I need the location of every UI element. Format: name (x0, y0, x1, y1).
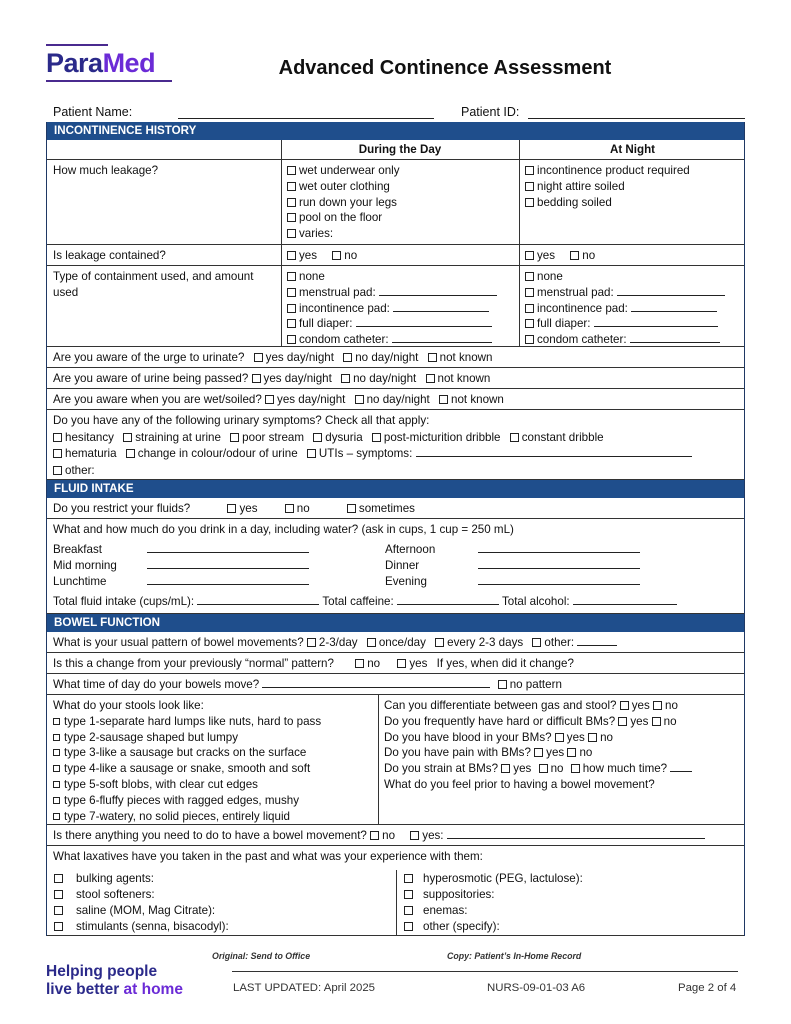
checkbox[interactable] (620, 701, 629, 710)
checkbox-option[interactable]: condom catheter: (525, 332, 740, 348)
patient-id-label: Patient ID: (461, 105, 520, 119)
stool-type-option[interactable]: type 4-like a sausage or snake, smooth and soft (53, 761, 372, 777)
laxatives-right (404, 871, 583, 935)
checkbox[interactable] (53, 781, 60, 788)
checkbox[interactable] (404, 906, 413, 915)
total-caffeine-field[interactable] (397, 595, 499, 605)
col-header-day: During the Day (358, 143, 442, 156)
checkbox[interactable] (123, 433, 132, 442)
leakage-day-options (281, 160, 519, 244)
checkbox[interactable] (404, 890, 413, 899)
drink-intake-row (47, 519, 744, 614)
change-when: If yes, when did it change? (436, 657, 574, 670)
logo-top-bar (46, 44, 108, 46)
checkbox[interactable] (287, 229, 296, 238)
containment-row (47, 266, 744, 347)
bm-need-field[interactable] (447, 829, 705, 839)
urge-question: Are you aware of the urge to urinate? (53, 351, 245, 364)
blank-line[interactable] (631, 302, 717, 312)
checkbox[interactable] (435, 638, 444, 647)
passing-question: Are you aware of urine being passed? (53, 372, 249, 385)
patient-id-field[interactable] (528, 118, 745, 119)
restrict-fluids-row: Do you restrict your fluids? yes no sometimes (47, 498, 744, 519)
checkbox[interactable] (287, 288, 296, 297)
checkbox[interactable] (618, 717, 627, 726)
checkbox[interactable] (525, 288, 534, 297)
checkbox-option[interactable]: full diaper: (525, 316, 740, 332)
checkbox[interactable] (372, 433, 381, 442)
bowel-questions: Can you differentiate between gas and stool? yes no Do you frequently have hard or difficult BMs? yes no Do you have blood in your BMs? yes no Do you have pain with BMs? yes no Do you strain at BMs? yes no how much time? What do you feel prior to having a bowel movement? (378, 695, 746, 824)
checkbox[interactable] (510, 433, 519, 442)
checkbox[interactable] (285, 504, 294, 513)
checkbox-option[interactable]: none (525, 269, 740, 285)
patient-name-label: Patient Name: (53, 105, 133, 119)
document-title: Advanced Continence Assessment (278, 57, 612, 79)
checkbox[interactable] (355, 659, 364, 668)
urinary-symptoms-row (47, 410, 744, 480)
section-fluid-intake: FLUID INTAKE (47, 480, 744, 498)
checkbox-option[interactable]: full diaper: (287, 316, 513, 332)
checkbox[interactable] (287, 213, 296, 222)
leakage-row (47, 160, 744, 245)
logo-bottom-bar (46, 80, 172, 82)
meals-left: Breakfast Mid morning Lunchtime (53, 542, 309, 590)
checkbox[interactable] (539, 764, 548, 773)
checkbox[interactable] (332, 251, 341, 260)
checkbox-option[interactable]: pool on the floor (287, 210, 513, 226)
patient-info-row (46, 104, 745, 122)
checkbox-option[interactable]: wet outer clothing (287, 179, 513, 195)
checkbox[interactable] (313, 433, 322, 442)
checkbox[interactable] (254, 353, 263, 362)
stools-question: What do your stools look like: (53, 699, 204, 712)
checkbox[interactable] (287, 335, 296, 344)
containment-question: Type of containment used, and amount used (53, 270, 254, 299)
stool-types (47, 695, 378, 824)
restrict-question: Do you restrict your fluids? (53, 502, 191, 515)
stool-type-option[interactable]: type 5-soft blobs, with clear cut edges (53, 777, 372, 793)
contained-day-options: yes no (281, 245, 519, 265)
checkbox[interactable] (370, 831, 379, 840)
checkbox[interactable] (525, 198, 534, 207)
footer-tagline: Helping people live better at home (46, 963, 183, 998)
symptoms-line-1: hesitancy straining at urine poor stream dysuria post-micturition dribble constant dribble (53, 430, 738, 447)
checkbox[interactable] (571, 764, 580, 773)
afternoon-field[interactable] (478, 543, 640, 553)
checkbox[interactable] (252, 374, 261, 383)
checkbox[interactable] (570, 251, 579, 260)
stool-type-option[interactable]: type 3-like a sausage but cracks on the surface (53, 745, 372, 761)
checkbox[interactable] (410, 831, 419, 840)
leakage-night-options (519, 160, 746, 244)
checkbox[interactable] (53, 433, 62, 442)
paramed-logo (46, 44, 176, 86)
checkbox[interactable] (567, 748, 576, 757)
checkbox[interactable] (498, 680, 507, 689)
change-question: Is this a change from your previously “normal” pattern? (53, 657, 334, 670)
containment-day-options (281, 266, 519, 346)
checkbox[interactable] (126, 449, 135, 458)
meals-right: Afternoon Dinner Evening (385, 542, 640, 590)
dinner-field[interactable] (478, 559, 640, 569)
checkbox[interactable] (404, 922, 413, 931)
stool-type-option[interactable]: type 1-separate hard lumps like nuts, hard to pass (53, 714, 372, 730)
mid-morning-field[interactable] (147, 559, 309, 569)
blank-line[interactable] (594, 317, 718, 327)
pattern-question: What is your usual pattern of bowel movements? (53, 636, 304, 649)
checkbox[interactable] (287, 319, 296, 328)
checkbox[interactable] (54, 890, 63, 899)
footer-document-code: NURS-09-01-03 A6 (487, 982, 586, 994)
checkbox[interactable] (534, 748, 543, 757)
urine-passing-row: Are you aware of urine being passed? yes day/night no day/night not known (47, 368, 744, 389)
laxatives-row (47, 846, 744, 936)
assessment-form (46, 122, 745, 936)
wet-question: Are you aware when you are wet/soiled? (53, 393, 262, 406)
total-fluid-field[interactable] (197, 595, 319, 605)
bm-need-row: Is there anything you need to do to have a bowel movement? no yes: (47, 825, 744, 846)
footer-copy: Copy: Patient’s In-Home Record (447, 951, 582, 961)
checkbox[interactable] (53, 797, 60, 804)
checkbox-option[interactable]: incontinence pad: (525, 301, 740, 317)
laxative-option[interactable]: bulking agents: (54, 871, 229, 887)
urge-row: Are you aware of the urge to urinate? yes day/night no day/night not known (47, 347, 744, 368)
laxative-option[interactable]: suppositories: (404, 887, 583, 903)
checkbox-option[interactable]: varies: (287, 226, 513, 242)
contained-row (47, 245, 744, 266)
checkbox[interactable] (307, 449, 316, 458)
checkbox[interactable] (341, 374, 350, 383)
evening-field[interactable] (478, 575, 640, 585)
checkbox[interactable] (525, 272, 534, 281)
checkbox[interactable] (404, 874, 413, 883)
checkbox[interactable] (287, 198, 296, 207)
checkbox-option[interactable]: wet underwear only (287, 163, 513, 179)
checkbox[interactable] (525, 335, 534, 344)
blank-line[interactable] (392, 333, 492, 343)
checkbox[interactable] (53, 718, 60, 725)
stools-row (47, 695, 744, 825)
checkbox-option[interactable]: condom catheter: (287, 332, 513, 348)
checkbox[interactable] (355, 395, 364, 404)
blank-line[interactable] (393, 302, 489, 312)
checkbox[interactable] (653, 701, 662, 710)
laxative-option[interactable]: stimulants (senna, bisacodyl): (54, 919, 229, 935)
laxative-option[interactable]: stool softeners: (54, 887, 229, 903)
footer-original: Original: Send to Office (212, 951, 311, 961)
checkbox[interactable] (347, 504, 356, 513)
stool-type-option[interactable]: type 6-fluffy pieces with ragged edges, mushy (53, 793, 372, 809)
checkbox[interactable] (230, 433, 239, 442)
laxatives-left (54, 871, 229, 935)
checkbox[interactable] (439, 395, 448, 404)
contained-question: Is leakage contained? (53, 249, 166, 262)
bowel-time-field[interactable] (262, 678, 490, 688)
checkbox[interactable] (287, 182, 296, 191)
checkbox[interactable] (287, 251, 296, 260)
checkbox[interactable] (265, 395, 274, 404)
checkbox-option[interactable]: bedding soiled (525, 195, 740, 211)
time-question: What time of day do your bowels move? (53, 678, 260, 691)
total-alcohol-field[interactable] (573, 595, 677, 605)
checkbox[interactable] (53, 466, 62, 475)
bowel-time-row: What time of day do your bowels move? no pattern (47, 674, 744, 695)
laxative-option[interactable]: enemas: (404, 903, 583, 919)
checkbox[interactable] (53, 734, 60, 741)
section-bowel-function: BOWEL FUNCTION (47, 614, 744, 632)
blank-line[interactable] (630, 333, 720, 343)
laxative-option[interactable]: other (specify): (404, 919, 583, 935)
checkbox-option[interactable]: none (287, 269, 513, 285)
section-incontinence-history: INCONTINENCE HISTORY (47, 122, 744, 140)
checkbox[interactable] (367, 638, 376, 647)
footer-divider (232, 971, 738, 972)
pattern-change-row: Is this a change from your previously “normal” pattern? no yes If yes, when did it change? (47, 653, 744, 674)
checkbox[interactable] (652, 717, 661, 726)
checkbox-option[interactable]: run down your legs (287, 195, 513, 211)
breakfast-field[interactable] (147, 543, 309, 553)
incontinence-column-headers (47, 140, 744, 160)
checkbox[interactable] (287, 304, 296, 313)
checkbox[interactable] (54, 922, 63, 931)
need-question: Is there anything you need to do to have a bowel movement? (53, 829, 367, 842)
checkbox[interactable] (532, 638, 541, 647)
checkbox-option[interactable]: menstrual pad: (525, 285, 740, 301)
leakage-question: How much leakage? (53, 164, 159, 177)
checkbox[interactable] (307, 638, 316, 647)
checkbox[interactable] (287, 166, 296, 175)
other-pattern-field[interactable] (577, 636, 617, 646)
checkbox[interactable] (525, 182, 534, 191)
checkbox[interactable] (525, 251, 534, 260)
checkbox[interactable] (428, 353, 437, 362)
totals-line: Total fluid intake (cups/mL): Total caffeine: Total alcohol: (53, 595, 677, 608)
checkbox[interactable] (53, 449, 62, 458)
checkbox[interactable] (525, 319, 534, 328)
checkbox[interactable] (53, 765, 60, 772)
symptoms-line-2: hematuria change in colour/odour of urine UTIs – symptoms: (53, 446, 738, 463)
checkbox-option[interactable]: menstrual pad: (287, 285, 513, 301)
footer-last-updated: LAST UPDATED: April 2025 (233, 982, 376, 994)
logo-wordmark: ParaMed (46, 48, 156, 78)
laxative-option[interactable]: hyperosmotic (PEG, lactulose): (404, 871, 583, 887)
checkbox[interactable] (227, 504, 236, 513)
blank-line[interactable] (379, 286, 497, 296)
col-header-night: At Night (609, 143, 656, 156)
wet-soiled-row: Are you aware when you are wet/soiled? yes day/night no day/night not known (47, 389, 744, 410)
checkbox[interactable] (588, 733, 597, 742)
footer-page-number: Page 2 of 4 (678, 982, 737, 994)
contained-night-options: yes no (519, 245, 746, 265)
bowel-pattern-row: What is your usual pattern of bowel movements? 2-3/day once/day every 2-3 days other: (47, 632, 744, 653)
uti-symptoms-field[interactable] (416, 447, 692, 457)
checkbox-option[interactable]: night attire soiled (525, 179, 740, 195)
symptoms-line-3: other: (53, 463, 738, 480)
blank-line[interactable] (617, 286, 725, 296)
stool-type-option[interactable]: type 7-watery, no solid pieces, entirely liquid (53, 809, 372, 825)
patient-name-field[interactable] (178, 118, 434, 119)
prior-question: What do you feel prior to having a bowel movement? (384, 777, 655, 791)
drink-question: What and how much do you drink in a day, including water? (ask in cups, 1 cup = 250 mL) (53, 523, 514, 536)
checkbox[interactable] (426, 374, 435, 383)
checkbox[interactable] (397, 659, 406, 668)
lunchtime-field[interactable] (147, 575, 309, 585)
checkbox-option[interactable]: incontinence pad: (287, 301, 513, 317)
checkbox[interactable] (53, 813, 60, 820)
checkbox-option[interactable]: incontinence product required (525, 163, 740, 179)
checkbox[interactable] (343, 353, 352, 362)
laxative-option[interactable]: saline (MOM, Mag Citrate): (54, 903, 229, 919)
checkbox[interactable] (54, 874, 63, 883)
checkbox[interactable] (287, 272, 296, 281)
checkbox[interactable] (53, 749, 60, 756)
stool-type-option[interactable]: type 2-sausage shaped but lumpy (53, 730, 372, 746)
checkbox[interactable] (525, 166, 534, 175)
containment-night-options (519, 266, 746, 346)
checkbox[interactable] (501, 764, 510, 773)
checkbox[interactable] (555, 733, 564, 742)
checkbox[interactable] (525, 304, 534, 313)
symptoms-question: Do you have any of the following urinary symptoms? Check all that apply: (53, 414, 430, 427)
blank-line[interactable] (356, 317, 492, 327)
strain-time-field[interactable] (670, 762, 692, 772)
checkbox[interactable] (54, 906, 63, 915)
laxatives-question: What laxatives have you taken in the past and what was your experience with them: (53, 850, 483, 863)
